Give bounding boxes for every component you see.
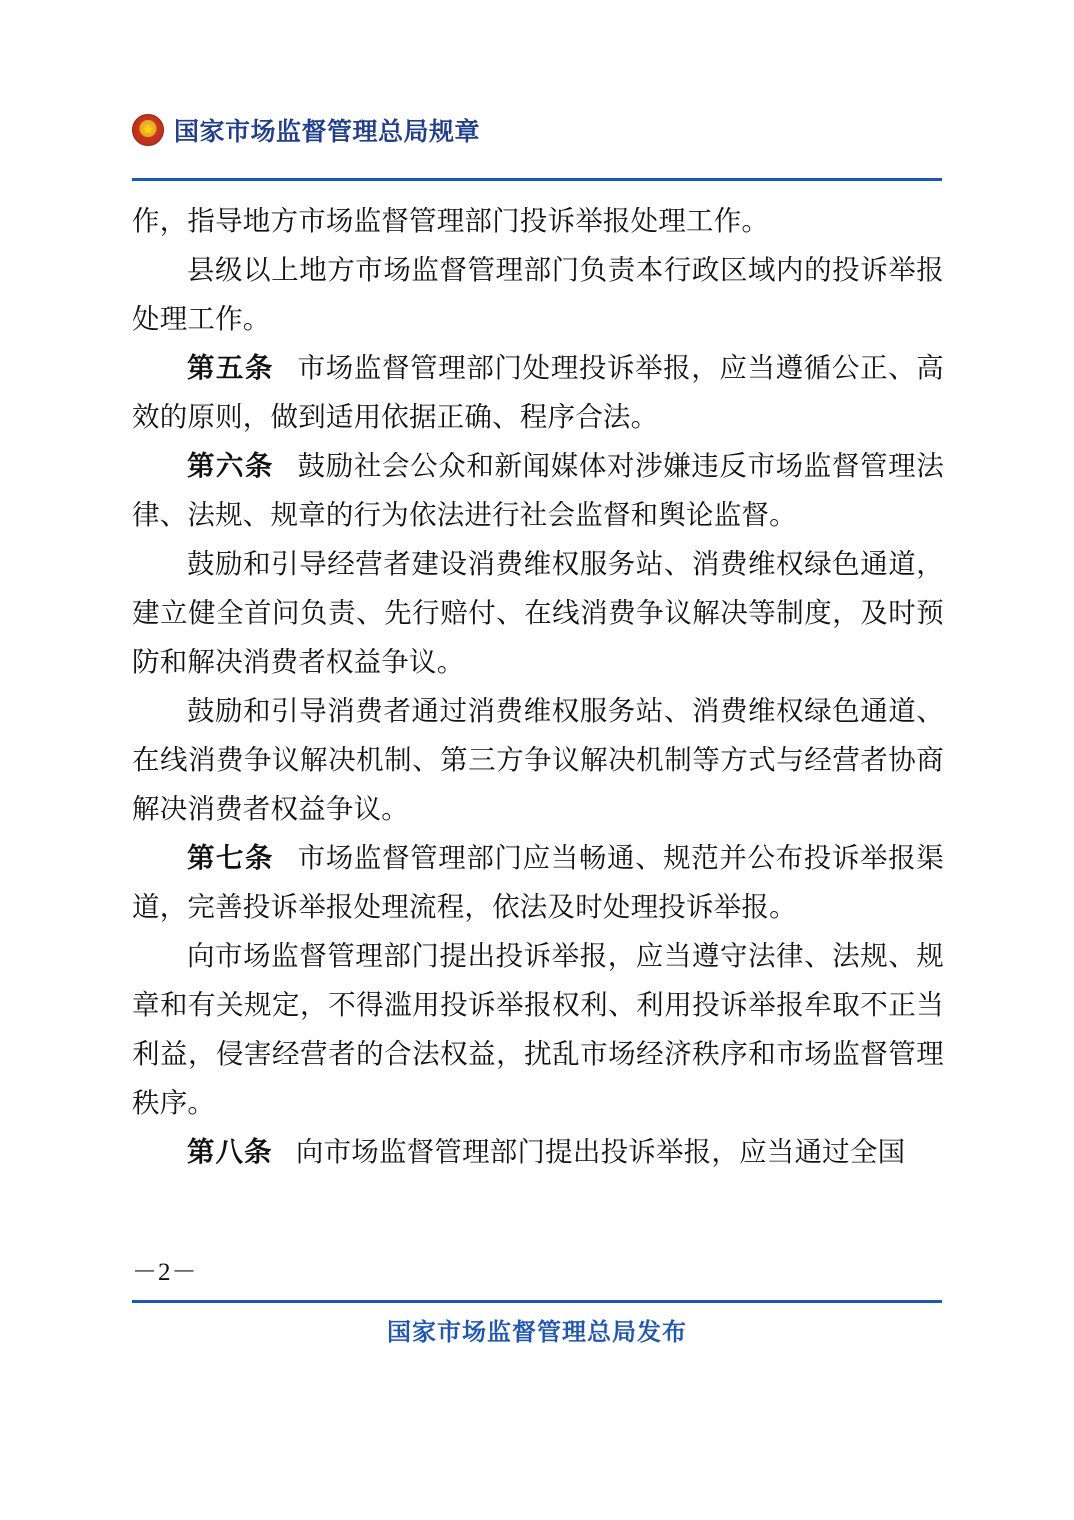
header-divider [132, 178, 942, 181]
paragraph-text: 鼓励和引导消费者通过消费维权服务站、消费维权绿色通道、在线消费争议解决机制、第三方争议解决机制等方式与经营者协商解决消费者权益争议。 [132, 695, 944, 824]
paragraph-text: 市场监督管理部门应当畅通、规范并公布投诉举报渠道，完善投诉举报处理流程，依法及时处理投诉举报。 [132, 842, 944, 922]
paragraph-text: 鼓励和引导经营者建设消费维权服务站、消费维权绿色通道，建立健全首问负责、先行赔付、在线消费争议解决等制度，及时预防和解决消费者权益争议。 [132, 548, 944, 677]
paragraph [132, 196, 944, 245]
footer-divider [132, 1300, 942, 1303]
paragraph-text: 作，指导地方市场监督管理部门投诉举报处理工作。 [132, 205, 770, 236]
article-label: 第五条 [187, 352, 274, 383]
footer-issuer: 国家市场监督管理总局发布 [387, 1320, 687, 1346]
paragraph-text: 向市场监督管理部门提出投诉举报，应当通过全国 [295, 1136, 906, 1167]
article-label: 第六条 [187, 450, 274, 481]
page-number: －2－ [132, 1259, 198, 1286]
header-title: 国家市场监督管理总局规章 [174, 119, 481, 146]
paragraph [132, 833, 944, 931]
paragraph-text: 市场监督管理部门处理投诉举报，应当遵循公正、高效的原则，做到适用依据正确、程序合法。 [132, 352, 944, 432]
document-body [132, 196, 944, 1176]
national-emblem-icon [132, 114, 164, 146]
paragraph [132, 1127, 944, 1176]
paragraph [132, 343, 944, 441]
paragraph-text: 向市场监督管理部门提出投诉举报，应当遵守法律、法规、规章和有关规定，不得滥用投诉举报权利、利用投诉举报牟取不正当利益，侵害经营者的合法权益，扰乱市场经济秩序和市场监督管理秩序。 [132, 940, 944, 1118]
paragraph [132, 686, 944, 833]
paragraph-text: 鼓励社会公众和新闻媒体对涉嫌违反市场监督管理法律、法规、规章的行为依法进行社会监督和舆论监督。 [132, 450, 944, 530]
paragraph [132, 441, 944, 539]
document-header [132, 112, 942, 148]
paragraph [132, 931, 944, 1127]
paragraph-text: 县级以上地方市场监督管理部门负责本行政区域内的投诉举报处理工作。 [132, 254, 944, 334]
article-label: 第七条 [187, 842, 274, 873]
article-label: 第八条 [187, 1136, 273, 1167]
paragraph [132, 539, 944, 686]
paragraph [132, 245, 944, 343]
